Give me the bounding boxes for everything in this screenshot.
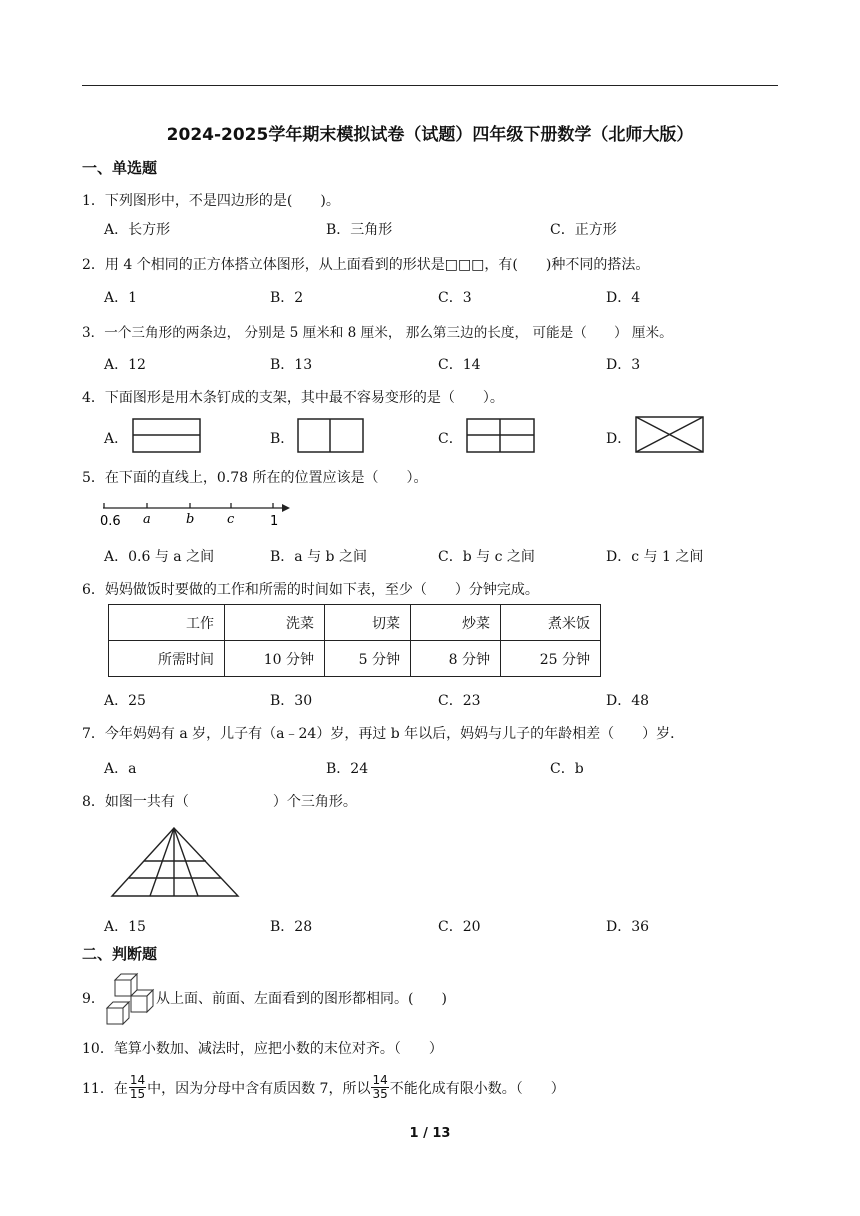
table-cell: 煮米饭	[501, 605, 601, 641]
table-cell: 所需时间	[109, 641, 225, 677]
tick-label-1: 1	[270, 514, 279, 529]
q4-figure-b	[297, 418, 365, 454]
q8-option-b[interactable]: B．28	[270, 919, 313, 935]
q3-option-c[interactable]: C．14	[438, 357, 481, 373]
fraction-numerator: 14	[372, 1073, 388, 1087]
question-7: 7．今年妈妈有 a 岁，儿子有（a﹣24）岁，再过 b 年以后，妈妈与儿子的年龄相差（ ）岁．	[82, 726, 685, 742]
q6-option-a[interactable]: A．25	[104, 693, 146, 709]
fraction-14-35	[371, 1074, 388, 1101]
q3-option-b[interactable]: B．13	[270, 357, 313, 373]
table-row	[109, 641, 601, 677]
tick-label-c: c	[227, 512, 235, 527]
q5-option-b[interactable]: B．a 与 b 之间	[270, 549, 367, 565]
tick-label-b: b	[186, 512, 195, 527]
q5-option-a[interactable]: A．0.6 与 a 之间	[104, 549, 215, 565]
q6-option-b[interactable]: B．30	[270, 693, 313, 709]
question-1: 1．下列图形中，不是四边形的是( )。	[82, 193, 340, 209]
q2-option-b[interactable]: B．2	[270, 290, 304, 306]
question-3: 3．一个三角形的两条边， 分别是 5 厘米和 8 厘米， 那么第三边的长度， 可能是（ ） 厘米。	[82, 325, 673, 341]
table-cell: 10 分钟	[225, 641, 325, 677]
question-9-text: 从上面、前面、左面看到的图形都相同。( )	[156, 991, 447, 1007]
q1-option-a[interactable]: A．长方形	[104, 222, 171, 238]
tick-label-a: a	[143, 512, 151, 527]
table-cell: 25 分钟	[501, 641, 601, 677]
q11-middle: 中，因为分母中含有质因数 7，所以	[147, 1080, 371, 1097]
q3-option-a[interactable]: A．12	[104, 357, 146, 373]
q8-option-d[interactable]: D．36	[606, 919, 650, 935]
number-line	[100, 496, 295, 530]
q2-option-d[interactable]: D．4	[606, 290, 641, 306]
page-number: 1 / 13	[409, 1126, 451, 1141]
question-8: 8．如图一共有（ ）个三角形。	[82, 794, 357, 810]
fraction-denominator: 35	[372, 1087, 388, 1101]
table-cell: 8 分钟	[411, 641, 501, 677]
q4-option-b[interactable]: B．	[270, 431, 295, 447]
q7-option-b[interactable]: B．24	[326, 761, 369, 777]
question-5: 5．在下面的直线上，0.78 所在的位置应该是（ ）。	[82, 470, 428, 486]
q7-option-a[interactable]: A．a	[104, 761, 137, 777]
q4-option-c[interactable]: C．	[438, 431, 463, 447]
q4-option-d[interactable]: D．	[606, 431, 632, 447]
table-cell: 炒菜	[411, 605, 501, 641]
cube-stack-figure	[103, 970, 159, 1026]
work-time-table	[108, 604, 601, 677]
q3-option-d[interactable]: D．3	[606, 357, 641, 373]
question-9-number: 9．	[82, 991, 105, 1007]
fraction-numerator: 14	[129, 1073, 146, 1087]
q1-option-c[interactable]: C．正方形	[550, 222, 617, 238]
q11-suffix: 不能化成有限小数。（ ）	[389, 1080, 565, 1097]
section-heading-single-choice: 一、单选题	[82, 159, 158, 177]
q4-option-a[interactable]: A．	[104, 431, 129, 447]
table-row	[109, 605, 601, 641]
q11-prefix: 11．在	[82, 1080, 128, 1097]
q1-option-b[interactable]: B．三角形	[326, 222, 393, 238]
page-title: 2024-2025学年期末模拟试卷（试题）四年级下册数学（北师大版）	[166, 125, 694, 145]
triangle-figure	[110, 826, 242, 898]
table-cell: 切菜	[325, 605, 411, 641]
question-6: 6．妈妈做饭时要做的工作和所需的时间如下表，至少（ ）分钟完成。	[82, 582, 539, 598]
q4-figure-a	[132, 418, 202, 454]
q4-figure-d	[635, 416, 705, 454]
q6-option-c[interactable]: C．23	[438, 693, 481, 709]
fraction-denominator: 15	[129, 1087, 146, 1101]
q2-option-c[interactable]: C．3	[438, 290, 472, 306]
question-2: 2．用 4 个相同的正方体搭立体图形，从上面看到的形状是□□□，有( )种不同的搭法。	[82, 257, 650, 273]
fraction-14-15	[129, 1074, 146, 1101]
q6-option-d[interactable]: D．48	[606, 693, 650, 709]
table-cell: 洗菜	[225, 605, 325, 641]
q8-option-a[interactable]: A．15	[104, 919, 146, 935]
q8-option-c[interactable]: C．20	[438, 919, 481, 935]
q2-option-a[interactable]: A．1	[104, 290, 138, 306]
table-cell: 5 分钟	[325, 641, 411, 677]
q4-figure-c	[466, 418, 536, 454]
table-cell: 工作	[109, 605, 225, 641]
section-heading-true-false: 二、判断题	[82, 945, 158, 963]
question-11	[82, 1074, 565, 1101]
header-rule	[82, 85, 778, 86]
tick-label-0-6: 0.6	[100, 514, 121, 529]
q5-option-c[interactable]: C．b 与 c 之间	[438, 549, 535, 565]
q7-option-c[interactable]: C．b	[550, 761, 584, 777]
question-10: 10．笔算小数加、减法时，应把小数的末位对齐。（ ）	[82, 1041, 443, 1057]
question-4: 4．下面图形是用木条钉成的支架，其中最不容易变形的是（ ）。	[82, 390, 504, 406]
q5-option-d[interactable]: D．c 与 1 之间	[606, 549, 704, 565]
